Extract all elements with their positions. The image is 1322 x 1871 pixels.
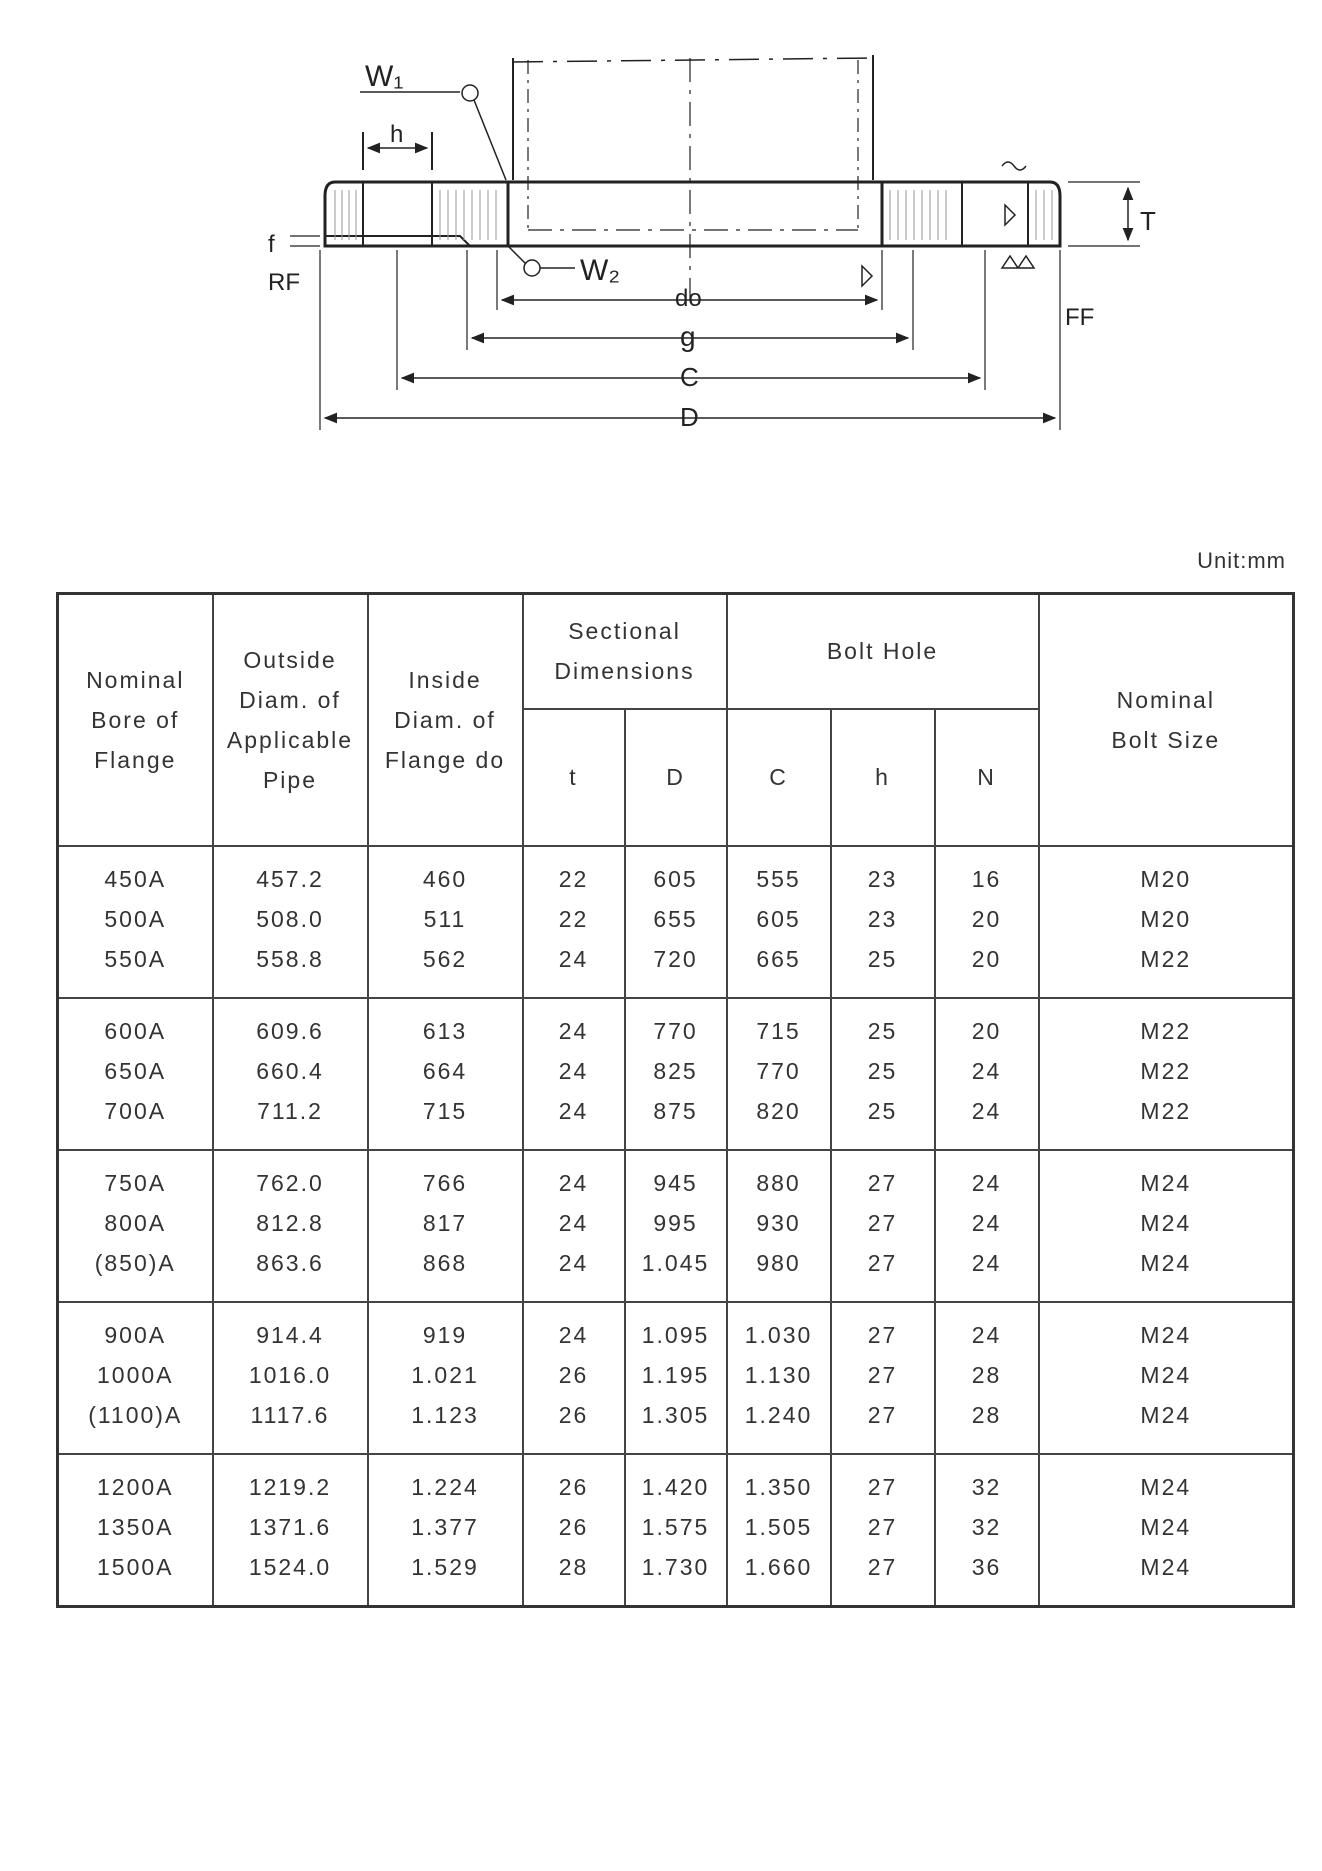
cell-value: 700A — [104, 1097, 167, 1124]
cell-value: 875 — [653, 1097, 698, 1124]
cell-inside-values — [369, 859, 522, 979]
cell-value: 720 — [653, 945, 698, 972]
cell-nominal — [58, 1302, 213, 1454]
do-label: do — [675, 285, 702, 312]
header-bolt-hole: Bolt Hole — [727, 594, 1039, 709]
cell-value: 800A — [104, 1209, 167, 1236]
cell-value: 1.240 — [744, 1402, 813, 1429]
cell-t — [523, 998, 625, 1150]
cell-h — [831, 998, 935, 1150]
cell-value: 995 — [653, 1209, 698, 1236]
cell-value: 20 — [971, 945, 1002, 972]
table-row-group — [58, 1302, 1294, 1454]
cell-c-values — [728, 1163, 830, 1283]
cell-value: 28 — [971, 1362, 1002, 1389]
cell-n-values — [936, 1467, 1038, 1587]
cell-inside — [368, 1454, 523, 1606]
cell-value: 24 — [971, 1209, 1002, 1236]
table-row-group — [58, 846, 1294, 998]
cell-d — [625, 1150, 727, 1302]
cell-outside-values — [214, 1467, 367, 1587]
cell-bolt — [1039, 1454, 1294, 1606]
cell-bolt-values — [1040, 859, 1293, 979]
cell-value: 825 — [653, 1057, 698, 1084]
cell-bolt — [1039, 846, 1294, 998]
cell-value: 770 — [756, 1057, 801, 1084]
cell-h-values — [832, 1011, 934, 1131]
cell-value: 26 — [558, 1474, 589, 1501]
cell-value: 770 — [653, 1017, 698, 1044]
cell-value: M22 — [1140, 945, 1192, 972]
cell-value: M24 — [1140, 1249, 1192, 1276]
cell-c — [727, 998, 831, 1150]
rf-label: RF — [268, 269, 300, 296]
cell-value: 24 — [558, 1322, 589, 1349]
cell-c-values — [728, 1315, 830, 1435]
cell-n-values — [936, 1163, 1038, 1283]
cell-outside-values — [214, 859, 367, 979]
cell-bolt-values — [1040, 1315, 1293, 1435]
cell-d-values — [626, 1011, 726, 1131]
cell-value: 1.021 — [411, 1362, 479, 1389]
cell-d — [625, 998, 727, 1150]
cell-value: 500A — [104, 905, 167, 932]
cell-inside-values — [369, 1467, 522, 1587]
cell-value: 613 — [422, 1017, 468, 1044]
cell-value: 24 — [558, 1169, 589, 1196]
cell-nominal-values — [59, 1467, 212, 1587]
cell-h-values — [832, 859, 934, 979]
cell-value: 23 — [867, 865, 898, 892]
cell-value: 820 — [756, 1097, 801, 1124]
cell-c-values — [728, 1467, 830, 1587]
cell-value: 1.123 — [411, 1402, 479, 1429]
cell-value: M20 — [1140, 905, 1192, 932]
cell-value: 655 — [653, 905, 698, 932]
cell-value: 550A — [104, 945, 167, 972]
cell-value: M22 — [1140, 1057, 1192, 1084]
cell-value: 715 — [756, 1017, 801, 1044]
cell-value: 25 — [867, 1097, 898, 1124]
cell-n — [935, 846, 1039, 998]
cell-value: 20 — [971, 905, 1002, 932]
cell-n — [935, 1302, 1039, 1454]
cell-nominal — [58, 998, 213, 1150]
table-row-group — [58, 998, 1294, 1150]
cell-bolt-values — [1040, 1467, 1293, 1587]
cell-value: 1.420 — [641, 1474, 710, 1501]
cell-n-values — [936, 1315, 1038, 1435]
cell-nominal — [58, 1454, 213, 1606]
cell-value: M24 — [1140, 1169, 1192, 1196]
cell-value: 1.045 — [641, 1249, 710, 1276]
cell-t-values — [524, 1163, 624, 1283]
cell-value: 711.2 — [257, 1097, 323, 1124]
cell-inside — [368, 998, 523, 1150]
cell-value: 460 — [422, 865, 468, 892]
cell-value: 1.377 — [411, 1514, 479, 1541]
cell-c-values — [728, 859, 830, 979]
cell-h-values — [832, 1163, 934, 1283]
cell-value: 664 — [422, 1057, 468, 1084]
cell-t-values — [524, 1011, 624, 1131]
cell-value: 919 — [422, 1322, 468, 1349]
cell-value: 562 — [422, 945, 468, 972]
h-label: h — [390, 121, 404, 148]
cell-value: 660.4 — [256, 1057, 324, 1084]
cell-value: 605 — [653, 865, 698, 892]
cell-value: 16 — [971, 865, 1002, 892]
cell-value: 1.095 — [641, 1322, 710, 1349]
cell-value: 24 — [558, 1209, 589, 1236]
cell-d-values — [626, 1163, 726, 1283]
d-label: D — [680, 402, 699, 432]
cell-nominal-values — [59, 1163, 212, 1283]
cell-t — [523, 846, 625, 998]
cell-value: 27 — [867, 1209, 898, 1236]
cell-value: 27 — [867, 1322, 898, 1349]
cell-value: 812.8 — [256, 1209, 324, 1236]
header-nominal-bolt-size — [1039, 594, 1294, 846]
cell-value: 650A — [104, 1057, 167, 1084]
cell-value: 24 — [558, 1249, 589, 1276]
cell-value: 26 — [558, 1362, 589, 1389]
header-outside-diam-lines: Outside Diam. of Applicable Pipe — [226, 646, 354, 793]
ff-label: FF — [1065, 304, 1095, 331]
cell-value: M22 — [1140, 1017, 1192, 1044]
cell-t-values — [524, 1315, 624, 1435]
header-nominal-bolt-lines: Nominal Bolt Size — [1111, 686, 1221, 753]
cell-outside-values — [214, 1011, 367, 1131]
table-body — [58, 846, 1294, 1607]
cell-bolt — [1039, 998, 1294, 1150]
cell-value: 558.8 — [256, 945, 324, 972]
cell-value: 27 — [867, 1362, 898, 1389]
cell-h — [831, 846, 935, 998]
cell-d-values — [626, 1467, 726, 1587]
header-h: h — [831, 709, 935, 846]
cell-d — [625, 1302, 727, 1454]
cell-n — [935, 1150, 1039, 1302]
cell-value: M24 — [1140, 1474, 1192, 1501]
cell-value: 1350A — [96, 1514, 174, 1541]
cell-value: 24 — [971, 1249, 1002, 1276]
cell-c — [727, 1454, 831, 1606]
unit-label: Unit:mm — [1197, 548, 1286, 573]
cell-value: 1.350 — [744, 1474, 813, 1501]
cell-n — [935, 1454, 1039, 1606]
header-n: N — [935, 709, 1039, 846]
header-nominal-bore-lines: Nominal Bore of Flange — [86, 666, 185, 773]
cell-outside — [213, 1454, 368, 1606]
cell-h — [831, 1150, 935, 1302]
header-d: D — [625, 709, 727, 846]
cell-value: 1.195 — [641, 1362, 710, 1389]
cell-value: 24 — [971, 1057, 1002, 1084]
cell-value: 766 — [422, 1169, 468, 1196]
cell-t — [523, 1150, 625, 1302]
cell-value: 25 — [867, 1057, 898, 1084]
cell-value: M24 — [1140, 1209, 1192, 1236]
cell-bolt — [1039, 1302, 1294, 1454]
cell-inside — [368, 1302, 523, 1454]
cell-value: 980 — [756, 1249, 801, 1276]
cell-t-values — [524, 859, 624, 979]
cell-nominal — [58, 846, 213, 998]
cell-value: 1524.0 — [248, 1554, 332, 1581]
cell-value: 1.529 — [411, 1554, 479, 1581]
cell-value: M24 — [1140, 1362, 1192, 1389]
table-row-group — [58, 1454, 1294, 1606]
cell-value: 665 — [756, 945, 801, 972]
cell-nominal-values — [59, 1315, 212, 1435]
cell-value: M20 — [1140, 865, 1192, 892]
cell-c — [727, 846, 831, 998]
cell-value: 457.2 — [256, 865, 324, 892]
cell-inside-values — [369, 1163, 522, 1283]
header-outside-diam — [213, 594, 368, 846]
cell-value: 1016.0 — [248, 1362, 332, 1389]
cell-value: 900A — [104, 1322, 167, 1349]
cell-value: 508.0 — [256, 905, 324, 932]
cell-value: 27 — [867, 1169, 898, 1196]
header-inside-diam-lines: Inside Diam. of Flange do — [384, 666, 506, 773]
cell-value: 880 — [756, 1169, 801, 1196]
cell-value: 27 — [867, 1249, 898, 1276]
cell-value: 27 — [867, 1554, 898, 1581]
cell-value: 32 — [971, 1514, 1002, 1541]
cell-value: M24 — [1140, 1322, 1192, 1349]
cell-value: 20 — [971, 1017, 1002, 1044]
cell-value: 600A — [104, 1017, 167, 1044]
cell-value: 762.0 — [256, 1169, 324, 1196]
cell-t — [523, 1302, 625, 1454]
cell-value: M24 — [1140, 1402, 1192, 1429]
cell-inside — [368, 1150, 523, 1302]
header-nominal-bore — [58, 594, 213, 846]
cell-value: 609.6 — [256, 1017, 324, 1044]
cell-c — [727, 1302, 831, 1454]
header-sectional-dimensions — [523, 594, 727, 709]
header-t: t — [523, 709, 625, 846]
cell-value: 24 — [558, 945, 589, 972]
cell-value: 27 — [867, 1402, 898, 1429]
cell-n-values — [936, 859, 1038, 979]
cell-value: 1.660 — [744, 1554, 813, 1581]
cell-value: 605 — [756, 905, 801, 932]
cell-nominal-values — [59, 859, 212, 979]
cell-value: (1100)A — [88, 1402, 183, 1429]
cell-value: 25 — [867, 945, 898, 972]
w2-label: W₂ — [580, 254, 620, 287]
cell-inside-values — [369, 1011, 522, 1131]
cell-value: 28 — [971, 1402, 1002, 1429]
cell-value: 1500A — [96, 1554, 174, 1581]
cell-h-values — [832, 1315, 934, 1435]
cell-value: 27 — [867, 1514, 898, 1541]
cell-outside — [213, 998, 368, 1150]
cell-value: M24 — [1140, 1514, 1192, 1541]
cell-value: 22 — [558, 905, 589, 932]
w1-label: W₁ — [365, 60, 404, 93]
cell-nominal-values — [59, 1011, 212, 1131]
cell-value: 511 — [423, 905, 467, 932]
cell-c — [727, 1150, 831, 1302]
cell-outside — [213, 846, 368, 998]
cell-h-values — [832, 1467, 934, 1587]
cell-value: 1.224 — [411, 1474, 479, 1501]
cell-value: 1.130 — [744, 1362, 813, 1389]
cell-bolt-values — [1040, 1011, 1293, 1131]
f-label: f — [268, 231, 275, 258]
cell-value: 26 — [558, 1402, 589, 1429]
cell-value: 914.4 — [256, 1322, 324, 1349]
cell-value: 28 — [558, 1554, 589, 1581]
flange-drawing — [0, 0, 1322, 470]
cell-t-values — [524, 1467, 624, 1587]
cell-n — [935, 998, 1039, 1150]
cell-value: 27 — [867, 1474, 898, 1501]
cell-d — [625, 846, 727, 998]
cell-value: (850)A — [94, 1249, 176, 1276]
cell-value: 25 — [867, 1017, 898, 1044]
cell-value: 1.030 — [744, 1322, 813, 1349]
cell-value: 24 — [971, 1169, 1002, 1196]
cell-d-values — [626, 859, 726, 979]
cell-inside-values — [369, 1315, 522, 1435]
t-label: T — [1140, 206, 1156, 236]
cell-n-values — [936, 1011, 1038, 1131]
cell-outside-values — [214, 1163, 367, 1283]
cell-value: 24 — [971, 1097, 1002, 1124]
cell-inside — [368, 846, 523, 998]
cell-value: 26 — [558, 1514, 589, 1541]
cell-value: 36 — [971, 1554, 1002, 1581]
cell-c-values — [728, 1011, 830, 1131]
cell-value: M22 — [1140, 1097, 1192, 1124]
cell-value: 750A — [104, 1169, 167, 1196]
cell-value: 1371.6 — [248, 1514, 332, 1541]
cell-h — [831, 1302, 935, 1454]
cell-value: 1000A — [96, 1362, 174, 1389]
cell-outside — [213, 1150, 368, 1302]
cell-value: 24 — [558, 1057, 589, 1084]
cell-value: 24 — [558, 1097, 589, 1124]
cell-value: 24 — [971, 1322, 1002, 1349]
header-inside-diam — [368, 594, 523, 846]
cell-value: 715 — [422, 1097, 468, 1124]
cell-value: 863.6 — [256, 1249, 324, 1276]
cell-value: 817 — [422, 1209, 468, 1236]
header-sectional-lines: Sectional Dimensions — [554, 618, 695, 685]
cell-outside-values — [214, 1315, 367, 1435]
cell-value: 450A — [104, 865, 167, 892]
cell-value: 1.305 — [641, 1402, 710, 1429]
cell-value: M24 — [1140, 1554, 1192, 1581]
cell-outside — [213, 1302, 368, 1454]
cell-h — [831, 1454, 935, 1606]
cell-value: 1117.6 — [250, 1402, 330, 1429]
cell-value: 555 — [756, 865, 801, 892]
cell-value: 868 — [422, 1249, 468, 1276]
cell-value: 1.575 — [641, 1514, 710, 1541]
cell-value: 945 — [653, 1169, 698, 1196]
cell-value: 1200A — [96, 1474, 174, 1501]
cell-value: 1219.2 — [248, 1474, 332, 1501]
cell-value: 32 — [971, 1474, 1002, 1501]
cell-value: 1.505 — [744, 1514, 813, 1541]
cell-d — [625, 1454, 727, 1606]
cell-value: 23 — [867, 905, 898, 932]
cell-t — [523, 1454, 625, 1606]
cell-bolt-values — [1040, 1163, 1293, 1283]
cell-value: 24 — [558, 1017, 589, 1044]
header-c: C — [727, 709, 831, 846]
cell-d-values — [626, 1315, 726, 1435]
g-label: g — [680, 321, 696, 352]
cell-value: 930 — [756, 1209, 801, 1236]
cell-bolt — [1039, 1150, 1294, 1302]
cell-nominal — [58, 1150, 213, 1302]
table-row-group — [58, 1150, 1294, 1302]
c-label: C — [680, 362, 699, 392]
cell-value: 1.730 — [641, 1554, 710, 1581]
flange-dimension-table — [56, 592, 1295, 1608]
cell-value: 22 — [558, 865, 589, 892]
